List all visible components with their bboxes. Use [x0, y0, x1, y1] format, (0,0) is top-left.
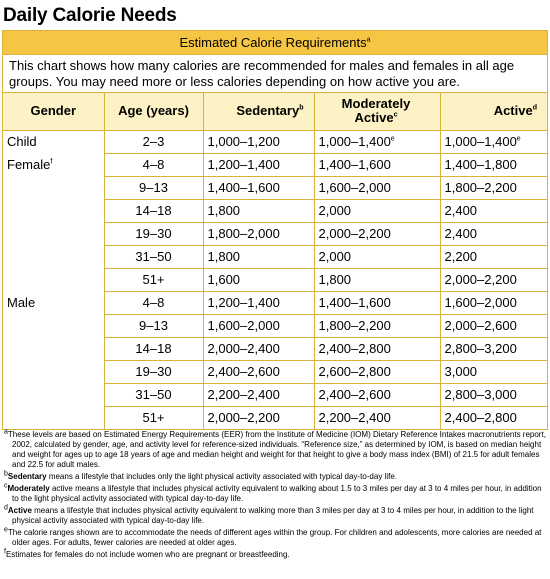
cell-age: 31–50 [104, 245, 203, 268]
cell-age: 19–30 [104, 360, 203, 383]
cell-age: 51+ [104, 268, 203, 291]
caption-text: Estimated Calorie Requirements [179, 35, 367, 50]
cell-active: 2,400–2,800 [440, 406, 547, 429]
header-moderately-active: Moderately Active$^c$ [314, 93, 440, 130]
cell-moderately-active: 2,200–2,400 [314, 406, 440, 429]
cell-sedentary: 1,200–1,400 [203, 153, 314, 176]
cell-moderately-active: 2,600–2,800 [314, 360, 440, 383]
table-row [3, 406, 547, 429]
table-row [3, 291, 547, 314]
table-row [3, 268, 547, 291]
table-row [3, 360, 547, 383]
cell-age: 9–13 [104, 314, 203, 337]
cell-age: 31–50 [104, 383, 203, 406]
cell-sedentary: 1,600 [203, 268, 314, 291]
table-row [3, 383, 547, 406]
cell-age: 9–13 [104, 176, 203, 199]
footnote: $^b$Sedentary means a lifestyle that includes only the light physical activity associated with typical day-to-day life. [4, 470, 397, 481]
cell-moderately-active: 2,400–2,600 [314, 383, 440, 406]
footnote: $^d$Active means a lifestyle that includes physical activity equivalent to walking more than 3 miles per day at 3 to 4 miles per hour, in addition to the light physical activity associated with typical day-to-day life. [4, 504, 534, 525]
table-caption [3, 31, 547, 55]
cell-gender [3, 383, 104, 406]
cell-sedentary: 1,400–1,600 [203, 176, 314, 199]
cell-moderately-active: 2,000 [314, 199, 440, 222]
cell-gender [3, 337, 104, 360]
cell-moderately-active: 1,800 [314, 268, 440, 291]
cell-active: 2,200 [440, 245, 547, 268]
cell-moderately-active: 2,400–2,800 [314, 337, 440, 360]
cell-sedentary: 1,600–2,000 [203, 314, 314, 337]
cell-sedentary: 2,000–2,400 [203, 337, 314, 360]
cell-moderately-active: 1,800–2,200 [314, 314, 440, 337]
cell-age: 4–8 [104, 153, 203, 176]
cell-active: 1,800–2,200 [440, 176, 547, 199]
cell-age: 51+ [104, 406, 203, 429]
table-row [3, 199, 547, 222]
cell-sedentary: 2,400–2,600 [203, 360, 314, 383]
cell-gender [3, 176, 104, 199]
table-header-row [3, 93, 547, 130]
cell-active: 2,400 [440, 222, 547, 245]
table-row [3, 314, 547, 337]
cell-moderately-active: 1,400–1,600 [314, 153, 440, 176]
cell-gender [3, 245, 104, 268]
cell-gender [3, 406, 104, 429]
cell-gender [3, 222, 104, 245]
cell-sedentary: 1,800–2,000 [203, 222, 314, 245]
footnote: $^a$These levels are based on Estimated Energy Requirements (EER) from the Institute of Medicine (IOM) Dietary Reference Intakes macronutrients report, 2002, calculated by gender, age, and activity level for reference-sized individuals. “Reference size,” as determined by IOM, is based on median height and weight for ages up to age 18 years of age and median height and weight for that height to give a body mass index (BMI) of 21.5 for adult females and 22.5 for adult males. [4, 428, 546, 469]
calorie-table [3, 93, 547, 429]
cell-active: 2,000–2,600 [440, 314, 547, 337]
table-row [3, 337, 547, 360]
cell-active: 2,000–2,200 [440, 268, 547, 291]
cell-gender [3, 268, 104, 291]
cell-sedentary: 2,000–2,200 [203, 406, 314, 429]
header-age: Age (years) [104, 93, 203, 130]
cell-age: 4–8 [104, 291, 203, 314]
cell-moderately-active: 2,000–2,200 [314, 222, 440, 245]
cell-active: 1,600–2,000 [440, 291, 547, 314]
cell-sedentary: 1,800 [203, 245, 314, 268]
cell-active: 1,000–1,400e [440, 130, 547, 153]
cell-moderately-active: 1,000–1,400e [314, 130, 440, 153]
calorie-table-panel [2, 30, 548, 430]
cell-moderately-active: 2,000 [314, 245, 440, 268]
cell-active: 2,400 [440, 199, 547, 222]
cell-moderately-active: 1,600–2,000 [314, 176, 440, 199]
cell-gender [3, 360, 104, 383]
cell-active: 1,400–1,800 [440, 153, 547, 176]
cell-gender [3, 314, 104, 337]
cell-sedentary: 1,000–1,200 [203, 130, 314, 153]
table-row [3, 130, 547, 153]
cell-gender [3, 199, 104, 222]
cell-sedentary: 1,800 [203, 199, 314, 222]
table-row [3, 176, 547, 199]
cell-age: 19–30 [104, 222, 203, 245]
cell-gender: Male [7, 294, 36, 310]
table-row [3, 153, 547, 176]
header-active: Active$^d$ [440, 93, 547, 130]
footnote: $^f$Estimates for females do not include women who are pregnant or breastfeeding. [4, 548, 290, 559]
cell-active: 2,800–3,000 [440, 383, 547, 406]
footnote: $^e$The calorie ranges shown are to accommodate the needs of different ages within the group. For children and adolescents, more calories are needed at older ages. For adults, fewer calories are needed at older ages. [4, 526, 542, 547]
header-gender: Gender [3, 93, 104, 130]
cell-sedentary: 2,200–2,400 [203, 383, 314, 406]
cell-age: 14–18 [104, 337, 203, 360]
table-intro: This chart shows how many calories are recommended for males and females in all age groups. You may need more or less calories depending on how active you are. [3, 55, 547, 93]
caption-footnote-mark: a [366, 36, 371, 44]
header-sedentary: Sedentary$^b$ [203, 93, 314, 130]
cell-gender: Child [7, 133, 37, 149]
cell-active: 3,000 [440, 360, 547, 383]
cell-age: 2–3 [104, 130, 203, 153]
cell-gender: Female$^f$ [7, 156, 53, 172]
footnotes [2, 430, 548, 562]
cell-sedentary: 1,200–1,400 [203, 291, 314, 314]
cell-moderately-active: 1,400–1,600 [314, 291, 440, 314]
table-row [3, 245, 547, 268]
footnote: $^c$Moderately active means a lifestyle that includes physical activity equivalent to walking about 1.5 to 3 miles per day at 3 to 4 miles per hour, in addition to the light physical activity associated with typical day-to-day life. [4, 482, 542, 503]
table-row [3, 222, 547, 245]
page-title: Daily Calorie Needs [3, 5, 177, 26]
cell-age: 14–18 [104, 199, 203, 222]
cell-active: 2,800–3,200 [440, 337, 547, 360]
